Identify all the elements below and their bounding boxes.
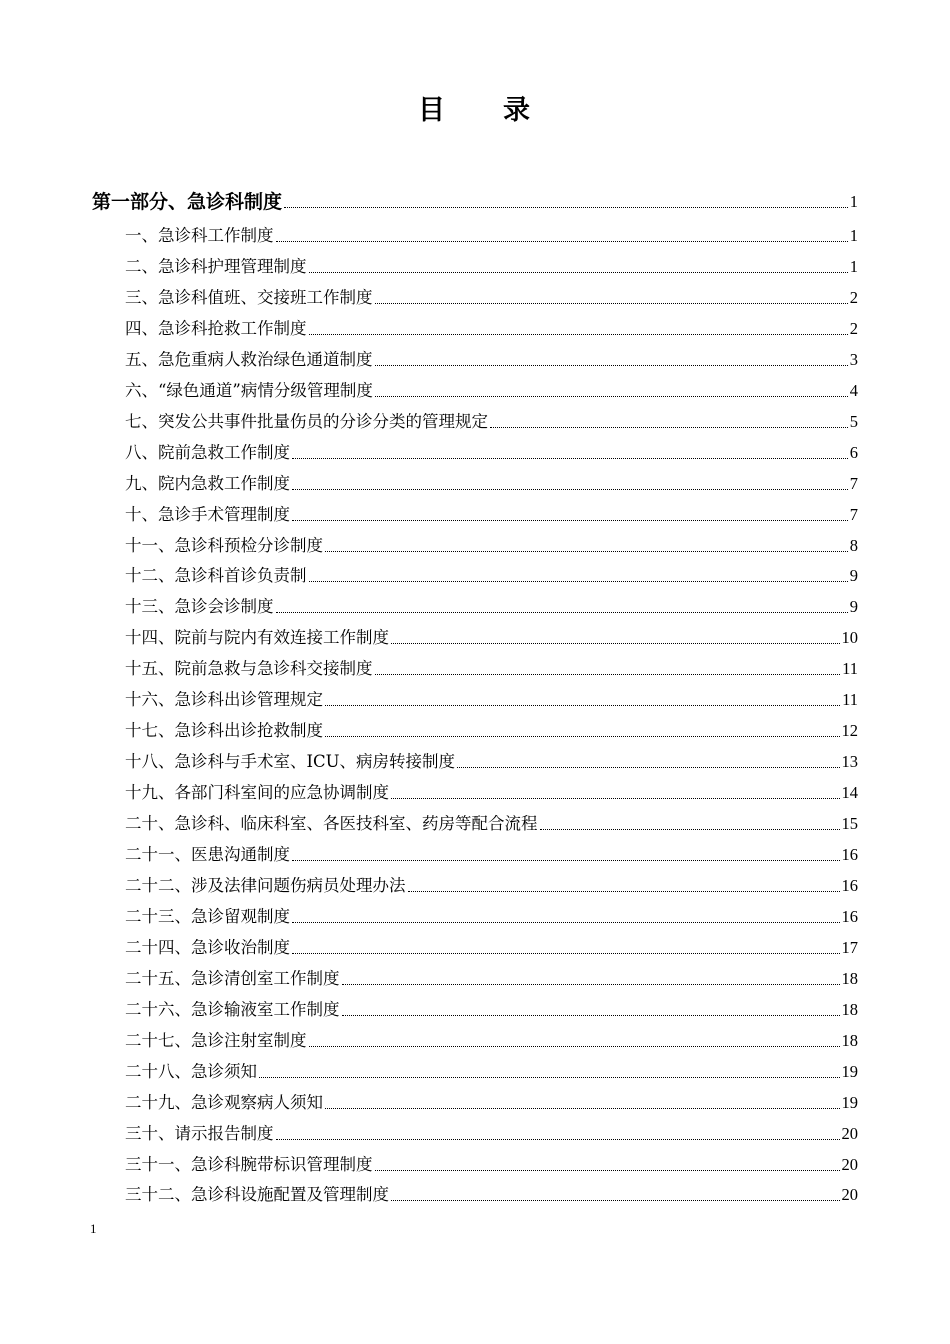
toc-entry[interactable] — [125, 836, 858, 866]
toc-entry-page: 13 — [841, 752, 858, 772]
dot-leader — [309, 580, 848, 582]
toc-entry-label: 二十三、急诊留观制度 — [125, 906, 290, 926]
dot-leader — [292, 488, 848, 490]
dot-leader — [342, 1014, 840, 1016]
toc-entry-label: 十八、急诊科与手术室、ICU、病房转接制度 — [125, 752, 456, 772]
toc-entry-label: 五、急危重病人救治绿色通道制度 — [125, 349, 373, 369]
dot-leader — [375, 395, 848, 397]
toc-entry[interactable] — [125, 217, 858, 247]
toc-entry-page: 16 — [841, 906, 858, 926]
toc-entry-page: 9 — [849, 597, 858, 617]
toc-entry-page: 14 — [841, 783, 858, 803]
dot-leader — [375, 673, 841, 675]
dot-leader — [391, 797, 840, 799]
toc-entry-label: 十五、院前急救与急诊科交接制度 — [125, 659, 373, 679]
toc-entry-label: 二十五、急诊清创室工作制度 — [125, 968, 340, 988]
toc-entry-page: 15 — [841, 814, 858, 834]
toc-entry-page: 18 — [841, 1030, 858, 1050]
dot-leader — [325, 735, 840, 737]
toc-entry-page: 4 — [849, 380, 858, 400]
toc-entry-label: 三十一、急诊科腕带标识管理制度 — [125, 1154, 373, 1174]
toc-entry-page: 10 — [841, 628, 858, 648]
toc-entry-label: 二十九、急诊观察病人须知 — [125, 1092, 323, 1112]
toc-entry-page: 20 — [841, 1185, 858, 1205]
toc-entry[interactable] — [125, 465, 858, 495]
toc-entry-label: 四、急诊科抢救工作制度 — [125, 318, 307, 338]
dot-leader — [309, 1045, 840, 1047]
dot-leader — [342, 983, 840, 985]
toc-entry[interactable] — [125, 774, 858, 804]
toc-entry-page: 1 — [849, 192, 858, 211]
dot-leader — [309, 271, 848, 273]
toc-entry-page: 20 — [841, 1123, 858, 1143]
toc-entry-page: 16 — [841, 875, 858, 895]
toc-entry[interactable] — [125, 681, 858, 711]
toc-entry-page: 6 — [849, 442, 858, 462]
toc-title-char-1: 目 — [418, 95, 447, 126]
dot-leader — [325, 704, 840, 706]
dot-leader — [375, 364, 848, 366]
toc-entry-label: 二十八、急诊须知 — [125, 1061, 257, 1081]
dot-leader — [292, 952, 840, 954]
toc-entry[interactable] — [125, 1084, 858, 1114]
toc-entry[interactable] — [125, 434, 858, 464]
toc-entry[interactable] — [125, 1146, 858, 1176]
toc-entry-label: 二、急诊科护理管理制度 — [125, 256, 307, 276]
toc-entry-page: 18 — [841, 999, 858, 1019]
toc-entry-label: 第一部分、急诊科制度 — [92, 191, 283, 213]
toc-entry-page: 12 — [841, 721, 858, 741]
dot-leader — [259, 1076, 840, 1078]
toc-entry[interactable] — [125, 403, 858, 433]
dot-leader — [325, 550, 848, 552]
toc-entry-page: 11 — [842, 659, 858, 679]
toc-entry-label: 十九、各部门科室间的应急协调制度 — [125, 783, 389, 803]
dot-leader — [490, 426, 848, 428]
toc-entry[interactable] — [125, 650, 858, 680]
toc-entry[interactable] — [125, 1022, 858, 1052]
toc-entry[interactable] — [125, 1115, 858, 1145]
toc-entry-page: 9 — [849, 566, 858, 586]
toc-title — [0, 88, 950, 127]
toc-entry[interactable] — [125, 496, 858, 526]
dot-leader — [375, 1169, 840, 1171]
toc-entry-label: 二十、急诊科、临床科室、各医技科室、药房等配合流程 — [125, 814, 538, 834]
toc-entry[interactable] — [125, 805, 858, 835]
dot-leader — [540, 828, 840, 830]
toc-entry[interactable] — [125, 619, 858, 649]
toc-entry-label: 二十四、急诊收治制度 — [125, 937, 290, 957]
dot-leader — [391, 1199, 840, 1201]
toc-entry[interactable] — [125, 712, 858, 742]
toc-entry-label: 八、院前急救工作制度 — [125, 442, 290, 462]
toc-entry-label: 二十六、急诊输液室工作制度 — [125, 999, 340, 1019]
toc-entry[interactable] — [125, 960, 858, 990]
dot-leader — [457, 766, 839, 768]
toc-entry-page: 19 — [841, 1061, 858, 1081]
toc-entry-page: 18 — [841, 968, 858, 988]
toc-entry-page: 7 — [849, 473, 858, 493]
dot-leader — [408, 890, 840, 892]
toc-entry-page: 16 — [841, 845, 858, 864]
toc-entry-label: 二十一、医患沟通制度 — [125, 845, 290, 864]
dot-leader — [276, 240, 848, 242]
toc-entry-label: 三、急诊科值班、交接班工作制度 — [125, 287, 373, 307]
toc-entry[interactable] — [125, 588, 858, 618]
toc-entry[interactable] — [125, 991, 858, 1021]
toc-entry[interactable] — [125, 929, 858, 959]
dot-leader — [309, 333, 848, 335]
toc-entry-label: 七、突发公共事件批量伤员的分诊分类的管理规定 — [125, 411, 488, 431]
toc-entry-page: 5 — [849, 411, 858, 431]
toc-entry-label: 十六、急诊科出诊管理规定 — [125, 690, 323, 710]
toc-title-char-2: 录 — [503, 95, 532, 126]
toc-entry-page: 1 — [849, 256, 858, 276]
toc-entry-page: 3 — [849, 349, 858, 369]
toc-entry[interactable] — [125, 341, 858, 371]
toc-entry-label: 一、急诊科工作制度 — [125, 226, 274, 245]
dot-leader — [292, 457, 848, 459]
toc-entry[interactable] — [125, 743, 858, 773]
toc-entry-label: 二十二、涉及法律问题伤病员处理办法 — [125, 875, 406, 895]
toc-entry-label: 十二、急诊科首诊负责制 — [125, 566, 307, 586]
toc-entry-label: 三十二、急诊科设施配置及管理制度 — [125, 1185, 389, 1205]
dot-leader — [391, 642, 840, 644]
dot-leader — [375, 302, 848, 304]
dot-leader — [292, 859, 840, 861]
dot-leader — [276, 1138, 840, 1140]
toc-entry-label: 二十七、急诊注射室制度 — [125, 1030, 307, 1050]
toc-entry-page: 7 — [849, 504, 858, 524]
toc-entry-page: 17 — [841, 937, 858, 957]
toc-entry[interactable] — [125, 527, 858, 557]
toc-entry-label: 十七、急诊科出诊抢救制度 — [125, 721, 323, 741]
toc-entry[interactable] — [125, 1176, 858, 1206]
toc-entry-label: 十一、急诊科预检分诊制度 — [125, 535, 323, 555]
toc-part-heading[interactable] — [92, 183, 858, 213]
toc-entry-page: 1 — [849, 226, 858, 245]
dot-leader — [292, 519, 848, 521]
toc-entry[interactable] — [125, 898, 858, 928]
toc-entry-label: 九、院内急救工作制度 — [125, 473, 290, 493]
toc-entry-page: 8 — [849, 535, 858, 555]
dot-leader — [276, 611, 848, 613]
toc-entry-page: 2 — [849, 287, 858, 307]
toc-entry-label: 十、急诊手术管理制度 — [125, 504, 290, 524]
toc-entry[interactable] — [125, 310, 858, 340]
dot-leader — [292, 921, 840, 923]
toc-entry[interactable] — [125, 248, 858, 278]
toc-entry[interactable] — [125, 279, 858, 309]
page-number: 1 — [90, 1221, 97, 1236]
toc-entry-page: 19 — [841, 1092, 858, 1112]
toc-entry-page: 20 — [841, 1154, 858, 1174]
toc-entry-page: 11 — [842, 690, 858, 710]
dot-leader — [284, 206, 848, 208]
toc-entry-label: 十三、急诊会诊制度 — [125, 597, 274, 617]
toc-entry[interactable] — [125, 867, 858, 897]
toc-entry[interactable] — [125, 557, 858, 587]
toc-entry-label: 十四、院前与院内有效连接工作制度 — [125, 628, 389, 648]
dot-leader — [325, 1107, 840, 1109]
toc-entry[interactable] — [125, 1053, 858, 1083]
toc-entry-page: 2 — [849, 318, 858, 338]
toc-entry[interactable] — [125, 372, 858, 402]
toc-entry-label: 六、“绿色通道”病情分级管理制度 — [125, 380, 373, 400]
toc-entry-label: 三十、请示报告制度 — [125, 1123, 274, 1143]
